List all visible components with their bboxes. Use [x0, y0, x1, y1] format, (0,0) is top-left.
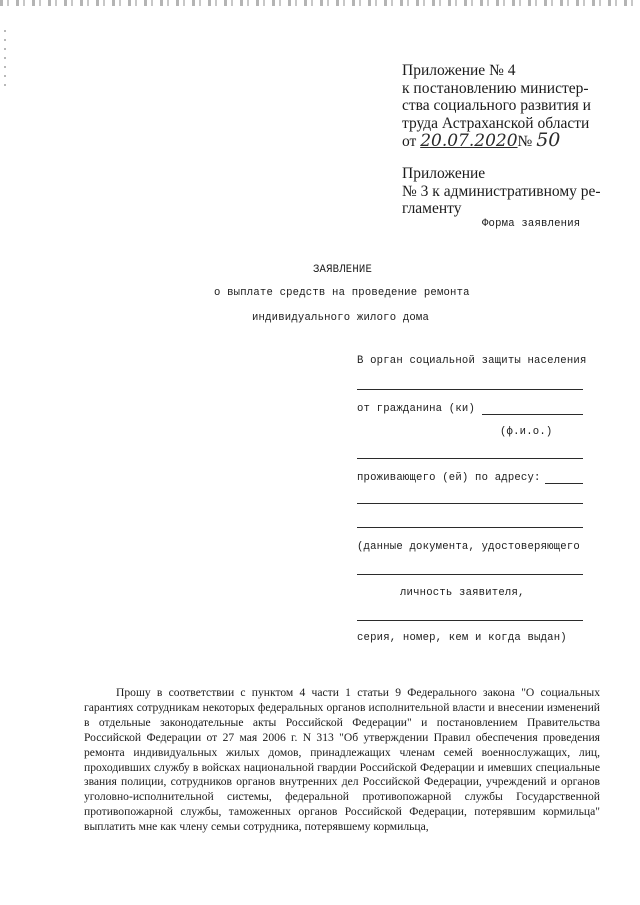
document-data-line-1: [357, 574, 583, 575]
form-label: Форма заявления: [482, 218, 581, 230]
document-data-hint-2: личность заявителя,: [400, 587, 525, 599]
fio-hint: (ф.и.о.): [500, 426, 553, 438]
citizen-name-line-2: [357, 458, 583, 459]
scan-artifact-top: [0, 0, 640, 6]
scan-artifact-left: [4, 30, 6, 90]
document-data-hint-3: серия, номер, кем и когда выдан): [357, 632, 567, 644]
annex-block: [402, 62, 591, 151]
application-body: [84, 686, 600, 835]
application-body-text: Прошу в соответствии с пунктом 4 части 1 статьи 9 Федерального закона "О социальных гарантиях сотрудникам некоторых федеральных органов исполнительной власти и внесении изменений в отдельные законодательные акты Российской Федерации" и постановлением Правительства Российской Федерации от 27 мая 2006 г. N 313 "Об утверждении Правил обеспечения проведения ремонта индивидуальных жилых домов, принадлежащих членам семей военнослужащих, лиц, проходивших службу в войсках национальной гвардии Российской Федерации и имевших специальные звания полиции, сотрудников органов внутренних дел Российской Федерации, учреждений и органов уголовно-исполнительной системы, федеральной противопожарной службы Государственной противопожарной службы, таможенных органов Российской Федерации, потерявшим кормильца" выплатить мне как члену семьи сотрудника, потерявшему кормильца,: [84, 686, 600, 834]
address-line-2: [357, 503, 583, 504]
handwritten-number: 50: [536, 129, 561, 151]
document-data-hint-1: (данные документа, удостоверяющего: [357, 541, 580, 553]
annex2-line-1: № 3 к административному ре-: [402, 182, 601, 200]
document-subtitle-2: индивидуального жилого дома: [252, 312, 430, 324]
annex-line-1: к постановлению министер-: [402, 79, 589, 97]
citizen-name-line: [482, 414, 583, 415]
annex2-block: [402, 165, 601, 218]
document-subtitle-1: о выплате средств на проведение ремонта: [214, 287, 470, 299]
document-title: ЗАЯВЛЕНИЕ: [313, 264, 373, 276]
authority-name-line: [357, 389, 583, 390]
from-citizen-label: от гражданина (ки): [357, 403, 476, 415]
annex-line-3: труда Астраханской области: [402, 114, 590, 132]
document-data-line-2: [357, 620, 583, 621]
annex-line-2: ства социального развития и: [402, 97, 591, 114]
annex-date-line: [402, 129, 591, 151]
annex-title: Приложение № 4: [402, 62, 516, 79]
to-authority-label: В орган социальной защиты населения: [357, 355, 587, 367]
residing-label: проживающего (ей) по адресу:: [357, 472, 541, 484]
annex2-title: Приложение: [402, 165, 486, 182]
handwritten-date: 20.07.2020: [420, 131, 518, 151]
annex2-line-2: гламенту: [402, 200, 462, 217]
date-prefix: от: [402, 133, 417, 150]
address-line-1: [545, 483, 583, 484]
address-line-3: [357, 527, 583, 528]
number-sign: №: [517, 133, 533, 150]
